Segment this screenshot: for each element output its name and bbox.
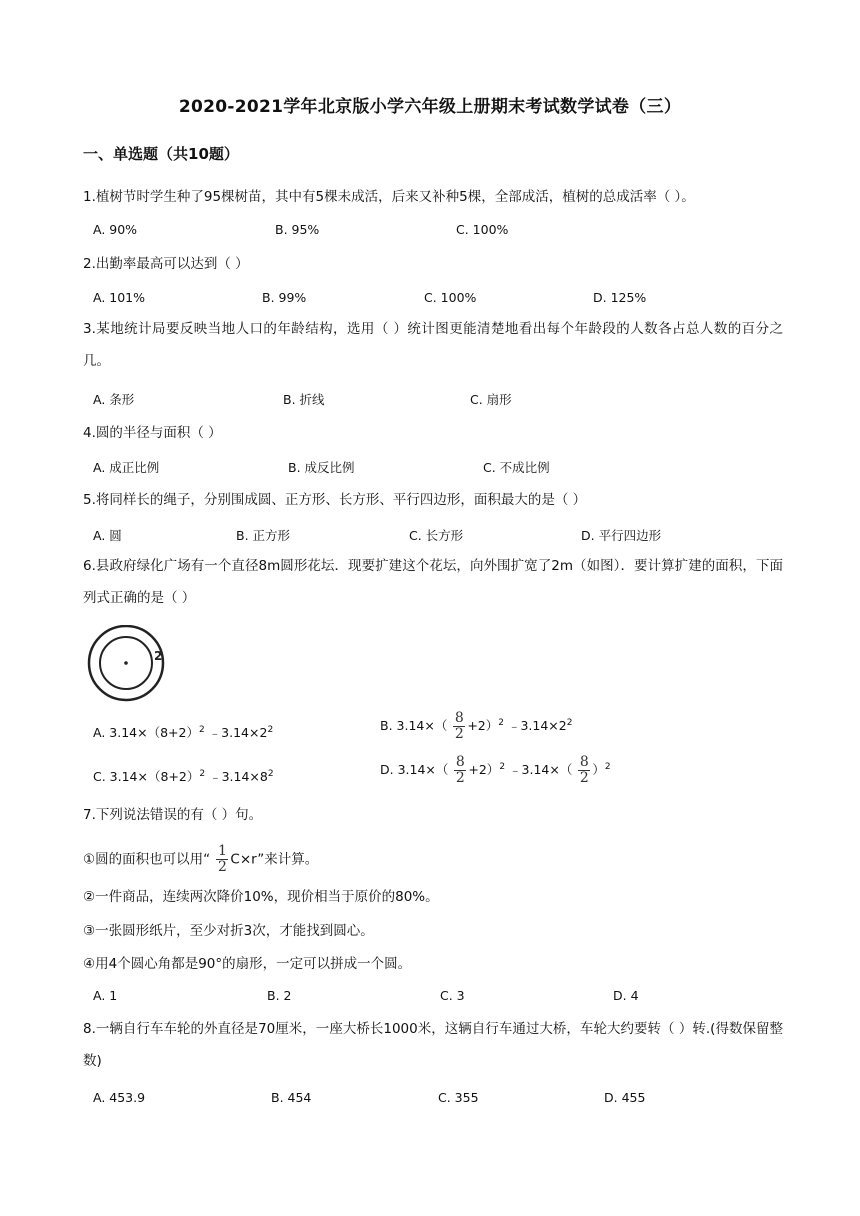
q7-option-d[interactable]: D. 4 bbox=[613, 988, 639, 1003]
q2-option-b[interactable]: B. 99% bbox=[262, 290, 307, 305]
q7-statement-3: ③一张圆形纸片，至少对折3次，才能找到圆心。 bbox=[83, 923, 374, 939]
question-3: 3.某地统计局要反映当地人口的年龄结构，选用（ ）统计图更能清楚地看出每个年龄段的人数各占总人数的百分之几。 bbox=[83, 321, 783, 369]
q1-option-b[interactable]: B. 95% bbox=[275, 222, 320, 237]
q7-statement-1: ①圆的面积也可以用“ $\frac{1}{2}$ C×r”来计算。 bbox=[83, 843, 319, 875]
fraction-8-over-2: $\frac{8}{2}$ bbox=[454, 710, 464, 742]
q8-option-d[interactable]: D. 455 bbox=[604, 1090, 646, 1105]
question-2: 2.出勤率最高可以达到（ ） bbox=[83, 256, 249, 272]
q8-option-a[interactable]: A. 453.9 bbox=[93, 1090, 146, 1105]
q3-option-c[interactable]: C. 扇形 bbox=[470, 392, 512, 407]
q5-option-b[interactable]: B. 正方形 bbox=[236, 528, 291, 543]
question-5: 5.将同样长的绳子，分别围成圆、正方形、长方形、平行四边形，面积最大的是（ ） bbox=[83, 492, 587, 508]
q7-option-b[interactable]: B. 2 bbox=[267, 988, 292, 1003]
question-1: 1.植树节时学生种了95棵树苗，其中有5棵未成活，后来又补种5棵，全部成活，植树的总成活率（ ）。 bbox=[83, 189, 695, 205]
q6-option-b[interactable]: B. 3.14×（ $\frac{8}{2}$ +2）$^2$ $﹣3.14\times 2^2$ bbox=[380, 710, 573, 742]
q8-option-c[interactable]: C. 355 bbox=[438, 1090, 479, 1105]
question-4: 4.圆的半径与面积（ ） bbox=[83, 425, 222, 441]
q1-option-a[interactable]: A. 90% bbox=[93, 222, 138, 237]
question-8: 8.一辆自行车车轮的外直径是70厘米，一座大桥长1000米，这辆自行车通过大桥，车轮大约要转（ ）转.(得数保留整数) bbox=[83, 1021, 783, 1069]
question-6: 6.县政府绿化广场有一个直径8m圆形花坛．现要扩建这个花坛，向外围扩宽了2m（如图）．要计算扩建的面积，下面列式正确的是（ ） bbox=[83, 558, 783, 606]
exam-title: 2020-2021学年北京版小学六年级上册期末考试数学试卷（三） bbox=[178, 97, 682, 117]
q2-option-d[interactable]: D. 125% bbox=[593, 290, 647, 305]
q2-option-a[interactable]: A. 101% bbox=[93, 290, 146, 305]
q1-option-c[interactable]: C. 100% bbox=[456, 222, 509, 237]
section-heading: 一、单选题（共10题） bbox=[83, 145, 239, 163]
q4-option-b[interactable]: B. 成反比例 bbox=[288, 460, 355, 475]
q4-option-a[interactable]: A. 成正比例 bbox=[93, 460, 160, 475]
q7-statement-2: ②一件商品，连续两次降价10%，现价相当于原价的80%。 bbox=[83, 889, 439, 905]
q5-option-c[interactable]: C. 长方形 bbox=[409, 528, 464, 543]
q3-option-b[interactable]: B. 折线 bbox=[283, 392, 325, 407]
fraction-1-over-2: $\frac{1}{2}$ bbox=[217, 843, 227, 875]
fraction-8-over-2: $\frac{8}{2}$ bbox=[455, 754, 465, 786]
circle-flowerbed-figure bbox=[82, 625, 172, 705]
q7-option-c[interactable]: C. 3 bbox=[440, 988, 465, 1003]
q2-option-c[interactable]: C. 100% bbox=[424, 290, 477, 305]
q3-option-a[interactable]: A. 条形 bbox=[93, 392, 135, 407]
fraction-8-over-2: $\frac{8}{2}$ bbox=[579, 754, 589, 786]
center-dot bbox=[124, 661, 128, 665]
q6-option-d[interactable]: D. 3.14×（ $\frac{8}{2}$ +2）$^2$ ﹣3.14×（ $\frac{8}{2}$ ）$^2$ bbox=[380, 754, 611, 786]
q5-option-d[interactable]: D. 平行四边形 bbox=[581, 528, 662, 543]
q6-option-a[interactable]: A. $3.14\times(8+2)^2$ $﹣3.14\times 2^2$ bbox=[93, 724, 274, 740]
q6-option-c[interactable]: C. $3.14\times(8+2)^2$ $﹣3.14\times 8^2$ bbox=[93, 768, 274, 784]
q8-option-b[interactable]: B. 454 bbox=[271, 1090, 312, 1105]
q7-option-a[interactable]: A. 1 bbox=[93, 988, 118, 1003]
q7-statement-4: ④用4个圆心角都是90°的扇形，一定可以拼成一个圆。 bbox=[83, 956, 412, 972]
q5-option-a[interactable]: A. 圆 bbox=[93, 528, 122, 543]
figure-width-label: 2 bbox=[154, 649, 163, 663]
q4-option-c[interactable]: C. 不成比例 bbox=[483, 460, 550, 475]
question-7: 7.下列说法错误的有（ ）句。 bbox=[83, 807, 263, 823]
